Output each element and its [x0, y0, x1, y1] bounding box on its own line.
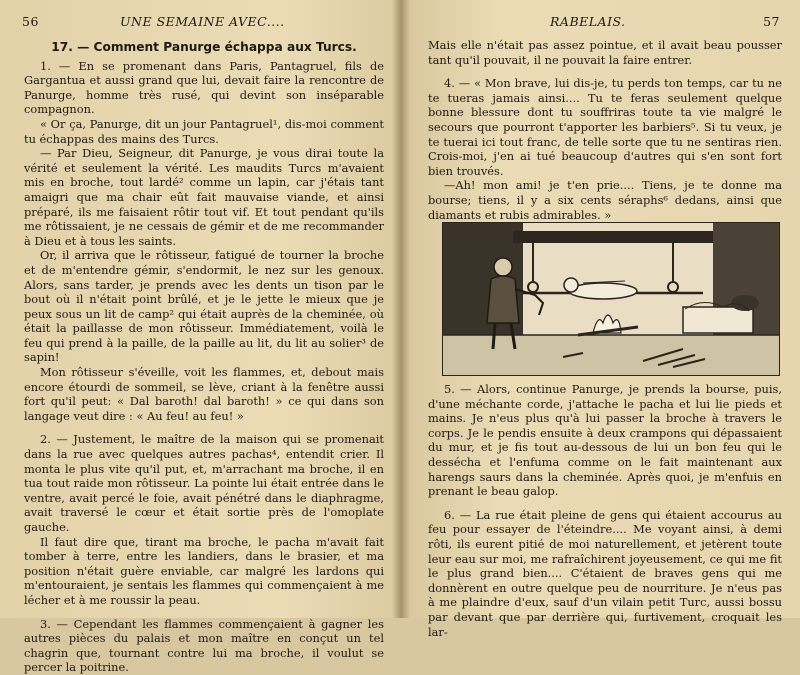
page-number-right: 57	[763, 14, 780, 29]
running-title-left: UNE SEMAINE AVEC....	[120, 14, 285, 29]
paragraph: « Or ça, Panurge, dit un jour Pantagruel¹, dis-moi comment tu échappas des mains des Turcs.	[24, 116, 384, 146]
paragraph: — Par Dieu, Seigneur, dit Panurge, je vous dirai toute la vérité et seulement la vérité. Les maudits Turcs m'avaient mis en broche, tout lardé² comme un lapin, car j'étais tant amaigri que ma chair eût fait mauvaise viande, et ainsi préparé, ils me faisaient rôtir tout vif. Et tout pendant qu'ils me rôtissaient, je ne cessais de gémir et de me recommander à Dieu et à tous les saints.	[24, 146, 384, 248]
paragraph: 2. — Justement, le maître de la maison qui se promenait dans la rue avec quelques autres pachas⁴, entendit crier. Il monta le plus vite qu'il put, et, m'arrachant ma broche, il en tua tout raide mon rôtisseur. La pointe lui était entrée dans le ventre, avait percé le foie, avait pénétré dans le diaphragme, avait traversé le cœur et était sortie près de l'omoplate gauche.	[24, 432, 384, 534]
paragraph: —Ah! mon ami! je t'en prie.... Tiens, je te donne ma bourse; tiens, il y a six cents séraphs⁶ dedans, ainsi que diamants et rubis admirables. »	[428, 178, 782, 222]
left-page-text	[24, 40, 384, 675]
paragraph: 3. — Cependant les flammes commençaient à gagner les autres pièces du palais et mon maître en conçut un tel chagrin que, tournant contre lui ma broche, il voulut se percer la poitrine.	[24, 616, 384, 675]
right-page-header	[400, 14, 800, 32]
paragraph: 4. — « Mon brave, lui dis-je, tu perds ton temps, car tu ne te tueras jamais ainsi.... Tu te feras seulement quelque bonne blessure dont tu souffriras toute ta vie malgré le secours que pourront t'apporter les barbiers⁵. Si tu veux, je te tuerai ici tout franc, de telle sorte que tu ne sentiras rien. Crois-moi, j'en ai tué beaucoup d'autres qui s'en sont fort bien trouvés.	[428, 76, 782, 178]
paragraph: 6. — La rue était pleine de gens qui étaient accourus au feu pour essayer de l'éteindre.... Me voyant ainsi, à demi rôti, ils eurent pitié de moi naturellement, et jetèrent toute leur eau sur moi, me rafraîchirent joyeusement, ce qui me fit le plus grand bien.... C'étaient de braves gens qui me donnèrent en outre quelque peu de nourriture. Je n'eus pas à me plaindre d'eux, sauf d'un vilain petit Turc, aussi bossu par devant que par derrière qui, furtivement, croquait les lar-	[428, 507, 782, 639]
page-number-left: 56	[22, 14, 39, 29]
roasting-spit-engraving-icon	[442, 222, 780, 376]
left-page-header	[0, 14, 400, 32]
right-page-text-top	[428, 38, 782, 222]
paragraph: Or, il arriva que le rôtisseur, fatigué de tourner la broche et de m'entendre gémir, s'endormit, le nez sur les genoux. Alors, sans tarder, je prends avec les dents un tison par le bout où il n'était point brûlé, et je le jette le mieux que je peux sous un lit de camp² qui était auprès de la cheminée, où était la paillasse de mon rôtisseur. Immédiatement, voilà le feu qui prend à la paille, de la paille au lit, du lit au solier³ de sapin!	[24, 248, 384, 365]
paragraph: Mais elle n'était pas assez pointue, et il avait beau pousser tant qu'il pouvait, il ne pouvait la faire entrer.	[428, 38, 782, 67]
paragraph: 5. — Alors, continue Panurge, je prends la bourse, puis, d'une méchante corde, j'attache le pacha et lui lie pieds et mains. Je n'eus plus qu'à lui passer la broche à travers le corps. Je le pendis ensuite à deux crampons qui dépassaient du mur, et je fis tout au-dessous de lui un bon feu qui le dessécha et l'enfuma comme on le fait maintenant aux harengs saurs dans la cheminée. Après quoi, je m'enfuis en prenant le beau galop.	[428, 382, 782, 499]
paragraph: Mon rôtisseur s'éveille, voit les flammes, et, debout mais encore étourdi de sommeil, se lève, criant à la fenêtre aussi fort qu'il peut: « Dal baroth! dal baroth! » ce qui dans son langage veut dire : « Au feu! au feu! »	[24, 365, 384, 423]
paragraph: Il faut dire que, tirant ma broche, le pacha m'avait fait tomber à terre, entre les landiers, dans le brasier, et ma position n'était guère enviable, car malgré les lardons qui m'entouraient, je sentais les flammes qui commençaient à me lécher et à me roussir la peau.	[24, 534, 384, 607]
paragraph: 1. — En se promenant dans Paris, Pantagruel, fils de Gargantua et aussi grand que lui, devait faire la rencontre de Panurge, homme très rusé, qui devint son inséparable compagnon.	[24, 58, 384, 117]
running-title-right: RABELAIS.	[550, 14, 626, 29]
right-page-text-bottom	[428, 382, 782, 639]
chapter-title: 17. — Comment Panurge échappa aux Turcs.	[51, 40, 357, 54]
right-page	[400, 0, 800, 639]
